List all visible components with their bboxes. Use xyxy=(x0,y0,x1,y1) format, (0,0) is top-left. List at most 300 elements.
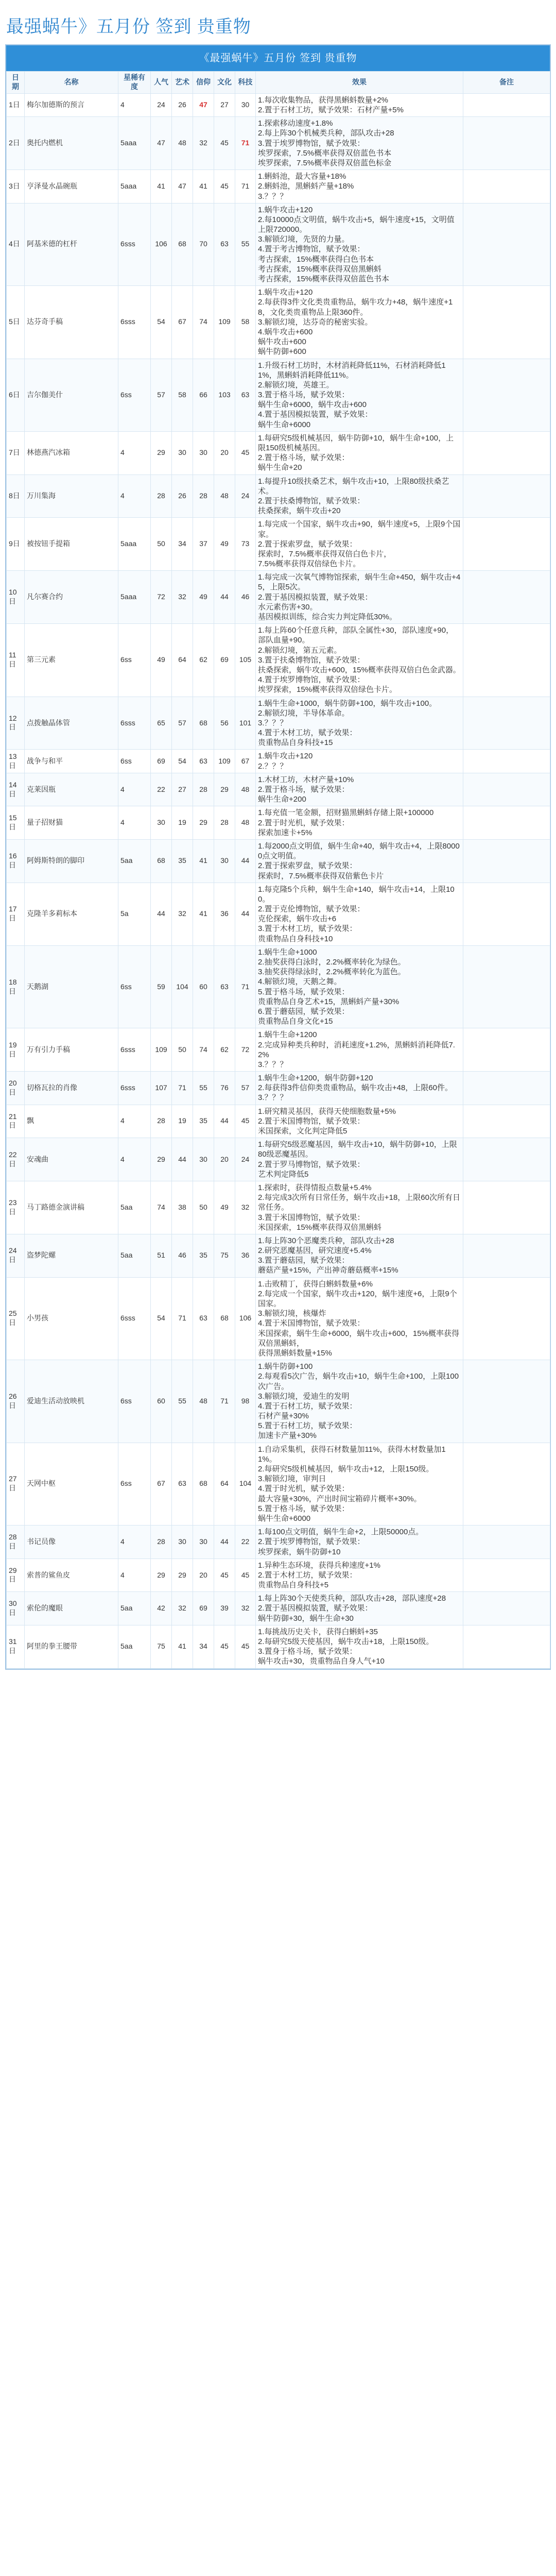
effect-line: 贵重物品自身科技+5 xyxy=(258,1581,329,1590)
popularity-cell: 44 xyxy=(151,883,172,945)
note-cell xyxy=(463,839,550,883)
date-cell: 14日 xyxy=(7,773,25,806)
faith-cell: 41 xyxy=(193,839,214,883)
note-cell xyxy=(463,1181,550,1234)
table-row xyxy=(7,1105,550,1138)
effect-line: 考古探索，15%概率获得白色书本 xyxy=(258,255,374,264)
faith-cell: 41 xyxy=(193,170,214,204)
rarity-cell: 4 xyxy=(118,474,151,518)
rarity-cell: 4 xyxy=(118,1138,151,1181)
popularity-cell: 74 xyxy=(151,1181,172,1234)
date-cell: 26日 xyxy=(7,1360,25,1443)
date-cell: 23日 xyxy=(7,1181,25,1234)
effect-cell xyxy=(256,571,463,624)
effect-line: 3.置于木材工坊，赋予效果： xyxy=(258,924,357,934)
effect-line: 2.抽奖获得白泳时，2.2%概率转化为绿色。 xyxy=(258,958,406,967)
name-cell: 天网中枢 xyxy=(25,1443,118,1526)
table-row xyxy=(7,1443,550,1526)
art-cell: 38 xyxy=(172,1181,193,1234)
art-cell: 29 xyxy=(172,1558,193,1592)
faith-cell: 49 xyxy=(193,571,214,624)
effect-line: 考古探索，15%概率获得双倍蓝色书本 xyxy=(258,275,390,283)
note-cell xyxy=(463,883,550,945)
art-cell: 64 xyxy=(172,624,193,697)
date-cell: 1日 xyxy=(7,93,25,116)
effect-line: 3.置于米国博物馆，赋予效果： xyxy=(258,1213,365,1222)
effect-line: 1.自动采集机，获得石材数量加11%，获得木材数量加11%。 xyxy=(258,1445,446,1464)
faith-cell: 68 xyxy=(193,697,214,750)
name-cell: 凡尔赛合约 xyxy=(25,571,118,624)
table-row xyxy=(7,1028,550,1072)
effect-line: 克伦探索，蜗牛攻击+6 xyxy=(258,914,337,924)
table-row xyxy=(7,203,550,286)
table-row xyxy=(7,806,550,840)
effect-line: 5.置于格斗场，赋予效果： xyxy=(258,1504,350,1513)
tech-cell: 73 xyxy=(235,518,256,571)
effect-cell xyxy=(256,839,463,883)
effect-cell xyxy=(256,359,463,431)
art-cell: 48 xyxy=(172,117,193,170)
effect-line: 贵重物品自身艺术+15，黑蝌蚪产量+30% xyxy=(258,997,399,1006)
name-cell: 索普的鲨鱼皮 xyxy=(25,1558,118,1592)
effect-line: 蜗牛生命+6000，蜗牛攻击+600 xyxy=(258,400,367,410)
tech-cell: 45 xyxy=(235,1558,256,1592)
name-cell: 林德燕汽冰箱 xyxy=(25,431,118,474)
tech-cell: 101 xyxy=(235,697,256,750)
art-cell: 50 xyxy=(172,1028,193,1072)
popularity-cell: 54 xyxy=(151,1277,172,1360)
table-banner: 《最强蜗牛》五月份 签到 贵重物 xyxy=(6,45,550,71)
date-cell: 18日 xyxy=(7,945,25,1028)
faith-cell: 29 xyxy=(193,806,214,840)
rarity-cell: 6sss xyxy=(118,1277,151,1360)
popularity-cell: 69 xyxy=(151,750,172,773)
note-cell xyxy=(463,773,550,806)
tech-cell: 44 xyxy=(235,883,256,945)
date-cell: 15日 xyxy=(7,806,25,840)
effect-line: 2.解锁幻境，半导体革命。 xyxy=(258,708,350,718)
effect-line: 2.每研究5级机械基因，蜗牛攻击+12，上限150级。 xyxy=(258,1465,434,1473)
effect-line: 1.每次收集物品，获得黑蝌蚪数量+2% xyxy=(258,95,388,105)
tech-cell: 63 xyxy=(235,359,256,431)
effect-line: 2.每观看5次广告，蜗牛攻击+10，蜗牛生命+100，上限100次广告。 xyxy=(258,1372,459,1391)
rarity-cell: 5aa xyxy=(118,1181,151,1234)
rarity-cell: 4 xyxy=(118,773,151,806)
name-cell: 亨泽曼水晶碗瓶 xyxy=(25,170,118,204)
rarity-cell: 5aa xyxy=(118,839,151,883)
header-rarity: 星稀有度 xyxy=(118,72,151,94)
effect-line: 6.置于蘑菇园，赋予效果： xyxy=(258,1007,350,1016)
popularity-cell: 106 xyxy=(151,203,172,286)
culture-cell: 76 xyxy=(214,1072,235,1105)
effect-line: 1.每完成一次氧气博物馆探索，蜗牛生命+450，蜗牛攻击+45，上限5次。 xyxy=(258,573,461,592)
effect-line: 7.5%概率获得双倍绿色卡片。 xyxy=(258,560,361,569)
effect-line: 扶桑探索，蜗牛攻击+600，15%概率获得双倍白色金武器。 xyxy=(258,665,461,674)
effect-line: 2.置于扶桑博物馆，赋予效果： xyxy=(258,496,365,505)
culture-cell: 62 xyxy=(214,1028,235,1072)
effect-line: 4.置于基因模拟装置，赋予效果： xyxy=(258,410,373,419)
tech-cell: 48 xyxy=(235,806,256,840)
effect-line: 1.蜗牛生命+1200 xyxy=(258,1030,317,1040)
table-row xyxy=(7,518,550,571)
effect-line: 1.击败精丁，获得白蝌蚪数量+6% xyxy=(258,1279,373,1289)
culture-cell: 63 xyxy=(214,203,235,286)
name-cell: 切格瓦拉的肖像 xyxy=(25,1072,118,1105)
effect-line: 1.每挑战历史关卡，获得白蝌蚪+35 xyxy=(258,1627,378,1636)
popularity-cell: 28 xyxy=(151,1526,172,1559)
effect-cell xyxy=(256,1360,463,1443)
effect-cell xyxy=(256,750,463,773)
popularity-cell: 75 xyxy=(151,1625,172,1668)
popularity-cell: 68 xyxy=(151,839,172,883)
culture-cell: 103 xyxy=(214,359,235,431)
faith-cell: 28 xyxy=(193,474,214,518)
culture-cell: 64 xyxy=(214,1443,235,1526)
table-row xyxy=(7,624,550,697)
faith-cell: 66 xyxy=(193,359,214,431)
rarity-cell: 6sss xyxy=(118,286,151,359)
rarity-cell: 6ss xyxy=(118,945,151,1028)
effect-line: 埃罗探索，7.5%概率获得双倍蓝色标金 xyxy=(258,158,392,167)
faith-cell: 41 xyxy=(193,883,214,945)
effect-line: 3.解锁幻境，先贤的力量。 xyxy=(258,235,350,244)
faith-cell: 47 xyxy=(193,93,214,116)
note-cell xyxy=(463,1558,550,1592)
date-cell: 28日 xyxy=(7,1526,25,1559)
art-cell: 44 xyxy=(172,1138,193,1181)
culture-cell: 45 xyxy=(214,117,235,170)
effect-cell xyxy=(256,1234,463,1277)
header-note: 备注 xyxy=(463,72,550,94)
effect-line: 2.每研究5级天使基因，蜗牛攻击+18，上限150级。 xyxy=(258,1637,434,1646)
note-cell xyxy=(463,1625,550,1668)
effect-line: 蜗牛生命+6000 xyxy=(258,1514,311,1523)
name-cell: 克隆羊多莉标本 xyxy=(25,883,118,945)
effect-cell xyxy=(256,624,463,697)
tech-cell: 106 xyxy=(235,1277,256,1360)
note-cell xyxy=(463,518,550,571)
name-cell: 第三元素 xyxy=(25,624,118,697)
header-date: 日期 xyxy=(7,72,25,94)
rarity-cell: 5a xyxy=(118,883,151,945)
faith-cell: 30 xyxy=(193,1138,214,1181)
effect-line: 1.每上阵30个恶魔类兵种，部队攻击+28 xyxy=(258,1236,394,1245)
effect-line: 贵重物品自身科技+10 xyxy=(258,934,333,943)
rarity-cell: 4 xyxy=(118,1105,151,1138)
culture-cell: 36 xyxy=(214,883,235,945)
effect-line: 贵重物品自身文化+15 xyxy=(258,1017,333,1026)
table-row xyxy=(7,1234,550,1277)
table-row xyxy=(7,1526,550,1559)
date-cell: 25日 xyxy=(7,1277,25,1360)
name-cell: 克莱因瓶 xyxy=(25,773,118,806)
tech-cell: 32 xyxy=(235,1592,256,1625)
effect-line: 1.蝌蚪池，最大容量+18% xyxy=(258,172,346,181)
effect-line: 4.置于米国博物馆，赋予效果： xyxy=(258,1319,365,1328)
header-effect: 效果 xyxy=(256,72,463,94)
name-cell: 达芬奇手稿 xyxy=(25,286,118,359)
note-cell xyxy=(463,1028,550,1072)
effect-line: 1.每100点文明值，蜗牛生命+2，上限50000点。 xyxy=(258,1528,424,1537)
tech-cell: 45 xyxy=(235,1625,256,1668)
effect-line: 米国探索，15%概率获得双倍黑蝌蚪 xyxy=(258,1223,382,1232)
effect-line: 米国探索，蜗牛生命+6000，蜗牛攻击+600，15%概率获得双倍黑蝌蚪， xyxy=(258,1329,459,1348)
valuables-table-container xyxy=(5,44,551,1670)
effect-line: 蘑菇产量+15%，产出神奇蘑菇概率+15% xyxy=(258,1266,398,1275)
table-row xyxy=(7,431,550,474)
effect-cell xyxy=(256,117,463,170)
tech-cell: 98 xyxy=(235,1360,256,1443)
name-cell: 点拨触晶体管 xyxy=(25,697,118,750)
art-cell: 30 xyxy=(172,1526,193,1559)
rarity-cell: 5aa xyxy=(118,1592,151,1625)
page-bottom-spacer xyxy=(0,1670,556,1685)
effect-cell xyxy=(256,1625,463,1668)
header-art: 艺术 xyxy=(172,72,193,94)
effect-line: 2.每上阵30个机械类兵种，部队攻击+28 xyxy=(258,129,394,138)
faith-cell: 63 xyxy=(193,1277,214,1360)
note-cell xyxy=(463,945,550,1028)
art-cell: 57 xyxy=(172,697,193,750)
popularity-cell: 65 xyxy=(151,697,172,750)
rarity-cell: 4 xyxy=(118,806,151,840)
note-cell xyxy=(463,1072,550,1105)
rarity-cell: 6ss xyxy=(118,1360,151,1443)
culture-cell: 71 xyxy=(214,1360,235,1443)
faith-cell: 48 xyxy=(193,1360,214,1443)
effect-line: 蜗牛攻击+30，贵重物品自身人气+10 xyxy=(258,1657,385,1666)
tech-cell: 57 xyxy=(235,1072,256,1105)
effect-cell xyxy=(256,431,463,474)
date-cell: 4日 xyxy=(7,203,25,286)
effect-cell xyxy=(256,1558,463,1592)
effect-line: 米国探索，文化判定降低5 xyxy=(258,1127,348,1136)
culture-cell: 49 xyxy=(214,1181,235,1234)
tech-cell: 24 xyxy=(235,474,256,518)
effect-cell xyxy=(256,1443,463,1526)
effect-line: 4.置于木材工坊，赋予效果： xyxy=(258,728,357,738)
date-cell: 7日 xyxy=(7,431,25,474)
faith-cell: 60 xyxy=(193,945,214,1028)
header-tech: 科技 xyxy=(235,72,256,94)
effect-line: 埃罗探索，15%概率获得双倍绿色卡片。 xyxy=(258,685,397,694)
effect-line: 2.研究恶魔基因，研究速度+5.4% xyxy=(258,1246,372,1256)
popularity-cell: 109 xyxy=(151,1028,172,1072)
popularity-cell: 107 xyxy=(151,1072,172,1105)
effect-cell xyxy=(256,945,463,1028)
effect-line: 1.蜗牛生命+1000 xyxy=(258,947,317,957)
effect-cell xyxy=(256,518,463,571)
date-cell: 24日 xyxy=(7,1234,25,1277)
page-title: 最强蜗牛》五月份 签到 贵重物 xyxy=(6,17,251,37)
effect-line: 3.置身于格斗场，赋予效果： xyxy=(258,1647,357,1656)
name-cell: 被按钮手提箱 xyxy=(25,518,118,571)
effect-line: 2.置于时光机，赋予效果： xyxy=(258,818,350,827)
culture-cell: 109 xyxy=(214,286,235,359)
effect-line: 2.置于基因模拟装置，赋予效果： xyxy=(258,1604,373,1613)
culture-cell: 68 xyxy=(214,1277,235,1360)
rarity-cell: 6ss xyxy=(118,750,151,773)
effect-line: 1.每完成一个国家，蜗牛攻击+90，蜗牛速度+5，上限9个国家。 xyxy=(258,520,461,539)
culture-cell: 28 xyxy=(214,806,235,840)
effect-cell xyxy=(256,170,463,204)
effect-line: 3.解锁幻境，爱迪生的发明 xyxy=(258,1392,350,1401)
popularity-cell: 42 xyxy=(151,1592,172,1625)
effect-line: 贵重物品自身科技+15 xyxy=(258,738,333,748)
rarity-cell: 6sss xyxy=(118,203,151,286)
date-cell: 10日 xyxy=(7,571,25,624)
table-row xyxy=(7,571,550,624)
date-cell: 8日 xyxy=(7,474,25,518)
note-cell xyxy=(463,431,550,474)
faith-cell: 55 xyxy=(193,1072,214,1105)
popularity-cell: 22 xyxy=(151,773,172,806)
popularity-cell: 47 xyxy=(151,117,172,170)
date-cell: 5日 xyxy=(7,286,25,359)
effect-line: 埃罗探索，蜗牛防御+10 xyxy=(258,1547,341,1556)
effect-line: 2.每完成3次所有日常任务，蜗牛攻击+18，上限60次所有日常任务。 xyxy=(258,1193,460,1212)
tech-cell: 71 xyxy=(235,945,256,1028)
rarity-cell: 5aa xyxy=(118,1625,151,1668)
faith-cell: 30 xyxy=(193,431,214,474)
culture-cell: 45 xyxy=(214,170,235,204)
art-cell: 71 xyxy=(172,1277,193,1360)
culture-cell: 44 xyxy=(214,1105,235,1138)
popularity-cell: 57 xyxy=(151,359,172,431)
date-cell: 31日 xyxy=(7,1625,25,1668)
effect-line: 最大容量+30%，产出时间宝箱碎片概率+30%。 xyxy=(258,1494,422,1503)
effect-line: 4.解锁幻境，天鹅之舞。 xyxy=(258,977,342,987)
name-cell: 阿姆斯特朗的脚印 xyxy=(25,839,118,883)
culture-cell: 63 xyxy=(214,945,235,1028)
art-cell: 19 xyxy=(172,1105,193,1138)
table-row xyxy=(7,1277,550,1360)
table-row xyxy=(7,1558,550,1592)
faith-cell: 30 xyxy=(193,1526,214,1559)
effect-line: 探索加速卡+5% xyxy=(258,828,312,837)
faith-cell: 74 xyxy=(193,286,214,359)
rarity-cell: 6ss xyxy=(118,624,151,697)
note-cell xyxy=(463,571,550,624)
art-cell: 32 xyxy=(172,883,193,945)
culture-cell: 27 xyxy=(214,93,235,116)
faith-cell: 35 xyxy=(193,1234,214,1277)
rarity-cell: 5aaa xyxy=(118,571,151,624)
effect-line: 5.置于格斗场，赋予效果： xyxy=(258,987,350,996)
tech-cell: 36 xyxy=(235,1234,256,1277)
effect-line: 1.木材工坊，木材产量+10% xyxy=(258,775,354,784)
valuables-table xyxy=(6,71,550,1669)
date-cell: 11日 xyxy=(7,624,25,697)
effect-line: 4.置于埃罗博物馆，赋予效果： xyxy=(258,675,365,685)
tech-cell: 55 xyxy=(235,203,256,286)
name-cell: 天鹅湖 xyxy=(25,945,118,1028)
table-header-row xyxy=(7,72,550,94)
popularity-cell: 50 xyxy=(151,518,172,571)
tech-cell: 45 xyxy=(235,431,256,474)
art-cell: 27 xyxy=(172,773,193,806)
rarity-cell: 5aa xyxy=(118,1234,151,1277)
culture-cell: 75 xyxy=(214,1234,235,1277)
popularity-cell: 72 xyxy=(151,571,172,624)
effect-cell xyxy=(256,203,463,286)
popularity-cell: 29 xyxy=(151,431,172,474)
table-row xyxy=(7,93,550,116)
effect-cell xyxy=(256,1181,463,1234)
popularity-cell: 54 xyxy=(151,286,172,359)
effect-line: 2.置于基因模拟装置，赋予效果： xyxy=(258,592,373,602)
name-cell: 马丁路德金演讲稿 xyxy=(25,1181,118,1234)
effect-line: 基因模拟训练，综合实力判定降低30%。 xyxy=(258,613,397,621)
effect-line: 3.解锁幻境，核爆炸 xyxy=(258,1309,326,1318)
note-cell xyxy=(463,1277,550,1360)
culture-cell: 45 xyxy=(214,1625,235,1668)
effect-line: 3.置于扶桑博物馆，赋予效果： xyxy=(258,655,365,665)
effect-line: 2.每10000点文明值，蜗牛攻击+5，蜗牛速度+15，文明值上限720000。 xyxy=(258,215,455,234)
effect-line: 1.探索移动速度+1.8% xyxy=(258,119,333,128)
effect-cell xyxy=(256,474,463,518)
effect-line: 2.置于石材工坊，赋予效果：石材产量+5% xyxy=(258,106,404,114)
effect-line: 蜗牛生命+6000 xyxy=(258,420,311,429)
art-cell: 47 xyxy=(172,170,193,204)
popularity-cell: 41 xyxy=(151,170,172,204)
effect-line: 2.？？？ xyxy=(258,761,288,771)
effect-line: 蜗牛防御+30，蜗牛生命+30 xyxy=(258,1614,354,1623)
date-cell: 2日 xyxy=(7,117,25,170)
tech-cell: 44 xyxy=(235,839,256,883)
tech-cell: 45 xyxy=(235,1105,256,1138)
effect-cell xyxy=(256,1138,463,1181)
table-row xyxy=(7,1360,550,1443)
name-cell: 飘 xyxy=(25,1105,118,1138)
effect-line: 2.完成异种类兵种时，消耗速度+1.2%，黑蝌蚪消耗降低7.2% xyxy=(258,1040,455,1059)
culture-cell: 109 xyxy=(214,750,235,773)
culture-cell: 45 xyxy=(214,1558,235,1592)
effect-line: 1.蜗牛防御+100 xyxy=(258,1362,313,1371)
effect-line: 3.？？？ xyxy=(258,718,288,727)
art-cell: 55 xyxy=(172,1360,193,1443)
rarity-cell: 6sss xyxy=(118,1072,151,1105)
tech-cell: 71 xyxy=(235,170,256,204)
effect-line: 2.每获得3件文化类贵重物品，蜗牛攻力+48，蜗牛速度+18，文化类贵重物品上限360件。 xyxy=(258,298,453,317)
table-row xyxy=(7,883,550,945)
effect-line: 2.置于木材工坊，赋予效果： xyxy=(258,1570,357,1580)
effect-line: 4.蜗牛攻击+600 xyxy=(258,327,313,336)
effect-cell xyxy=(256,93,463,116)
faith-cell: 32 xyxy=(193,117,214,170)
effect-line: 3.？？？ xyxy=(258,192,288,201)
faith-cell: 70 xyxy=(193,203,214,286)
effect-cell xyxy=(256,1028,463,1072)
effect-line: 艺术判定降低5 xyxy=(258,1170,309,1179)
effect-line: 蜗牛攻击+600 xyxy=(258,337,306,347)
note-cell xyxy=(463,750,550,773)
effect-line: 1.蜗牛攻击+120 xyxy=(258,288,313,297)
effect-line: 3.置于埃罗博物馆，赋予效果： xyxy=(258,139,365,148)
tech-cell: 48 xyxy=(235,773,256,806)
effect-line: 3.抽奖获得绿泳时，2.2%概率转化为蓝色。 xyxy=(258,968,406,977)
effect-line: 1.研究精灵基因，获得天使细胞数量+5% xyxy=(258,1107,396,1116)
name-cell: 万有引力手稿 xyxy=(25,1028,118,1072)
effect-line: 蜗牛生命+20 xyxy=(258,463,302,472)
effect-line: 1.每充值一笔金额，招财猫黑蝌蚪存储上限+100000 xyxy=(258,808,434,818)
tech-cell: 22 xyxy=(235,1526,256,1559)
effect-line: 2.置于格斗场，赋予效果： xyxy=(258,785,350,794)
art-cell: 46 xyxy=(172,1234,193,1277)
tech-cell: 24 xyxy=(235,1138,256,1181)
faith-cell: 63 xyxy=(193,750,214,773)
table-row xyxy=(7,750,550,773)
